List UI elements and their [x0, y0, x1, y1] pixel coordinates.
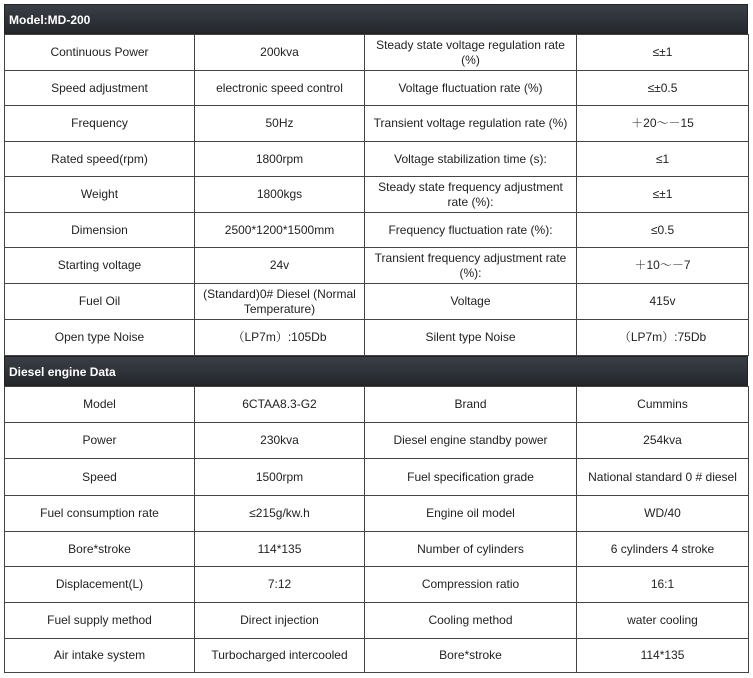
spec-label-cell: Silent type Noise [365, 320, 577, 356]
spec-label-cell: Air intake system [5, 639, 195, 673]
spec-label-cell: Displacement(L) [5, 567, 195, 603]
spec-value-cell: ≤±0.5 [577, 71, 749, 106]
spec-label-cell: Cooling method [365, 603, 577, 639]
spec-label-cell: Speed [5, 459, 195, 496]
spec-label-cell: Fuel specification grade [365, 459, 577, 496]
spec-label-cell: Frequency fluctuation rate (%): [365, 213, 577, 248]
table-row [5, 213, 749, 248]
spec-label-cell: Voltage [365, 284, 577, 320]
spec-value-cell: （LP7m）:105Db [195, 320, 365, 356]
table-row [5, 35, 749, 71]
spec-value-cell: ＋20～－15 [577, 106, 749, 142]
table-row [5, 248, 749, 284]
section-header-model: Model:MD-200 [4, 4, 748, 34]
spec-label-cell: Transient voltage regulation rate (%) [365, 106, 577, 142]
spec-value-cell: Turbocharged intercooled [195, 639, 365, 673]
table-row [5, 567, 749, 603]
spec-value-cell: 7:12 [195, 567, 365, 603]
spec-value-cell: ≤0.5 [577, 213, 749, 248]
spec-label-cell: Model [5, 387, 195, 423]
spec-label-cell: Rated speed(rpm) [5, 142, 195, 177]
spec-value-cell: 1800rpm [195, 142, 365, 177]
spec-value-cell: 6CTAA8.3-G2 [195, 387, 365, 423]
spec-value-cell: 1800kgs [195, 177, 365, 213]
spec-label-cell: Weight [5, 177, 195, 213]
spec-label-cell: Fuel Oil [5, 284, 195, 320]
table-row [5, 106, 749, 142]
spec-value-cell: ≤±1 [577, 35, 749, 71]
spec-label-cell: Bore*stroke [365, 639, 577, 673]
spec-value-cell: WD/40 [577, 496, 749, 532]
spec-label-cell: Number of cylinders [365, 532, 577, 567]
spec-value-cell: 16:1 [577, 567, 749, 603]
table-row [5, 142, 749, 177]
spec-label-cell: Speed adjustment [5, 71, 195, 106]
spec-label-cell: Bore*stroke [5, 532, 195, 567]
spec-label-cell: Power [5, 423, 195, 459]
table-row [5, 496, 749, 532]
spec-label-cell: Transient frequency adjustment rate (%): [365, 248, 577, 284]
table-row [5, 532, 749, 567]
spec-value-cell: 415v [577, 284, 749, 320]
spec-value-cell: National standard 0 # diesel [577, 459, 749, 496]
spec-label-cell: Frequency [5, 106, 195, 142]
table-row [5, 387, 749, 423]
table-row [5, 320, 749, 356]
spec-value-cell: 114*135 [195, 532, 365, 567]
table-row [5, 71, 749, 106]
spec-label-cell: Fuel consumption rate [5, 496, 195, 532]
spec-value-cell: ＋10～－7 [577, 248, 749, 284]
section-header-engine: Diesel engine Data [4, 356, 748, 386]
engine-spec-table [4, 386, 749, 673]
spec-label-cell: Continuous Power [5, 35, 195, 71]
spec-value-cell: ≤1 [577, 142, 749, 177]
spec-label-cell: Voltage stabilization time (s): [365, 142, 577, 177]
spec-label-cell: Brand [365, 387, 577, 423]
spec-label-cell: Steady state frequency adjustment rate (%): [365, 177, 577, 213]
spec-value-cell: 114*135 [577, 639, 749, 673]
spec-value-cell: water cooling [577, 603, 749, 639]
spec-label-cell: Fuel supply method [5, 603, 195, 639]
spec-label-cell: Engine oil model [365, 496, 577, 532]
spec-value-cell: 254kva [577, 423, 749, 459]
table-row [5, 423, 749, 459]
spec-value-cell: 50Hz [195, 106, 365, 142]
spec-value-cell: 24v [195, 248, 365, 284]
spec-value-cell: 200kva [195, 35, 365, 71]
spec-value-cell: Direct injection [195, 603, 365, 639]
spec-value-cell: ≤±1 [577, 177, 749, 213]
spec-value-cell: (Standard)0# Diesel (Normal Temperature) [195, 284, 365, 320]
spec-label-cell: Voltage fluctuation rate (%) [365, 71, 577, 106]
spec-value-cell: electronic speed control [195, 71, 365, 106]
spec-value-cell: 2500*1200*1500mm [195, 213, 365, 248]
spec-value-cell: Cummins [577, 387, 749, 423]
spec-label-cell: Open type Noise [5, 320, 195, 356]
table-row [5, 639, 749, 673]
spec-value-cell: 1500rpm [195, 459, 365, 496]
model-spec-table [4, 34, 749, 356]
table-row [5, 284, 749, 320]
spec-value-cell: 230kva [195, 423, 365, 459]
spec-label-cell: Steady state voltage regulation rate (%) [365, 35, 577, 71]
table-row [5, 603, 749, 639]
table-row [5, 459, 749, 496]
spec-value-cell: 6 cylinders 4 stroke [577, 532, 749, 567]
spec-label-cell: Compression ratio [365, 567, 577, 603]
spec-value-cell: （LP7m）:75Db [577, 320, 749, 356]
spec-label-cell: Starting voltage [5, 248, 195, 284]
spec-label-cell: Diesel engine standby power [365, 423, 577, 459]
spec-label-cell: Dimension [5, 213, 195, 248]
spec-sheet [4, 4, 748, 673]
spec-value-cell: ≤215g/kw.h [195, 496, 365, 532]
table-row [5, 177, 749, 213]
